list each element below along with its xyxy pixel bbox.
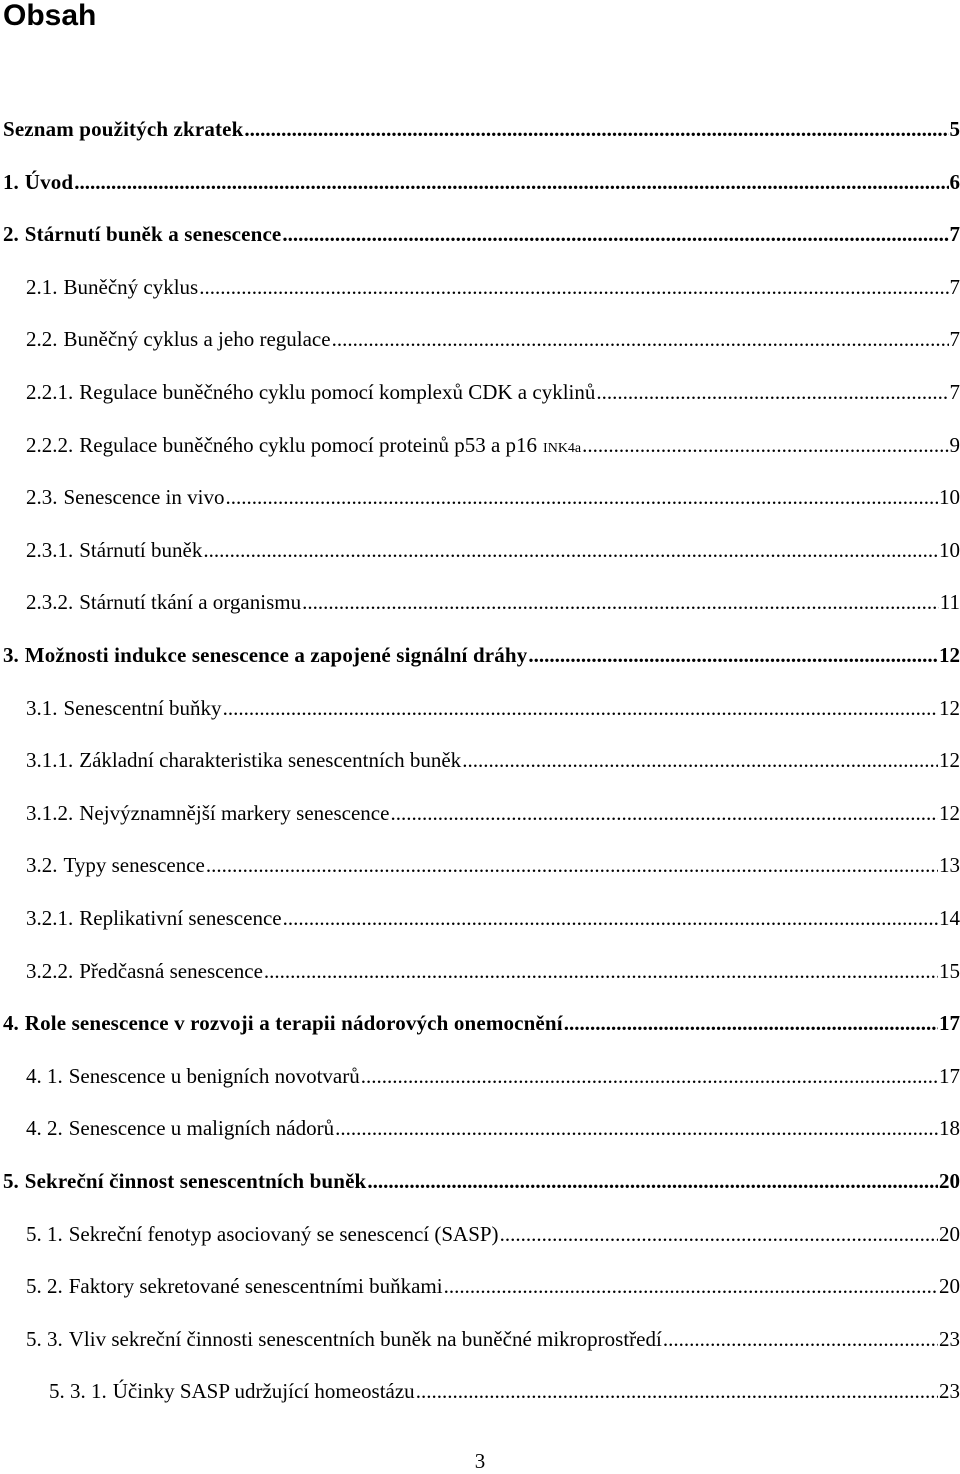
toc-entry[interactable] xyxy=(26,537,960,563)
toc-entry-page: 5 xyxy=(950,116,960,142)
toc-entry-label: Senescence u maligních nádorů xyxy=(69,1115,334,1141)
toc-dot-leader xyxy=(225,484,938,510)
toc-entry[interactable] xyxy=(3,642,960,668)
toc-entry-number: 4. 1. xyxy=(26,1063,63,1089)
toc-entry-label: Senescence in vivo xyxy=(64,484,225,510)
toc-entry-page: 23 xyxy=(939,1378,960,1404)
toc-entry[interactable] xyxy=(3,169,960,195)
toc-entry-page: 13 xyxy=(939,852,960,878)
toc-entry[interactable] xyxy=(26,432,960,458)
toc-entry-page: 14 xyxy=(939,905,960,931)
toc-dot-leader xyxy=(199,274,948,300)
toc-entry-page: 7 xyxy=(950,274,960,300)
toc-entry-label: Nejvýznamnější markery senescence xyxy=(79,800,389,826)
toc-entry[interactable] xyxy=(3,1168,960,1194)
toc-entry-label: Regulace buněčného cyklu pomocí proteinů p53 a p16 xyxy=(79,432,537,458)
toc-entry-number: 5. xyxy=(3,1168,19,1194)
toc-entry-label: Typy senescence xyxy=(64,852,205,878)
toc-dot-leader xyxy=(206,852,938,878)
toc-entry[interactable] xyxy=(26,958,960,984)
toc-entry-number: 5. 2. xyxy=(26,1273,63,1299)
toc-dot-leader xyxy=(223,695,938,721)
toc-entry-number: 2.3.1. xyxy=(26,537,73,563)
toc-entry-page: 12 xyxy=(939,800,960,826)
toc-entry-number: 3.2.1. xyxy=(26,905,73,931)
toc-dot-leader xyxy=(444,1273,938,1299)
toc-dot-leader xyxy=(302,589,939,615)
toc-entry[interactable] xyxy=(26,1115,960,1141)
toc-entry-number: 3. xyxy=(3,642,19,668)
toc-dot-leader xyxy=(335,1115,938,1141)
toc-entry-superscript: INK4a xyxy=(543,436,581,462)
toc-entry-number: 2. xyxy=(3,221,19,247)
toc-entry-label: Seznam použitých zkratek xyxy=(3,116,243,142)
toc-dot-leader xyxy=(282,221,948,247)
toc-entry-number: 2.3.2. xyxy=(26,589,73,615)
toc-entry-page: 9 xyxy=(950,432,960,458)
toc-entry[interactable] xyxy=(26,1273,960,1299)
toc-entry-label: Úvod xyxy=(25,169,73,195)
toc-entry-label: Základní charakteristika senescentních buněk xyxy=(79,747,461,773)
toc-entry-label: Vliv sekreční činnosti senescentních buněk na buněčné mikroprostředí xyxy=(69,1326,662,1352)
toc-entry-number: 5. 3. xyxy=(26,1326,63,1352)
toc-entry-page: 7 xyxy=(950,326,960,352)
toc-dot-leader xyxy=(528,642,938,668)
toc-entry-number: 2.2.2. xyxy=(26,432,73,458)
toc-entry-label: Role senescence v rozvoji a terapii nádorových onemocnění xyxy=(25,1010,563,1036)
toc-entry-label: Faktory sekretované senescentními buňkami xyxy=(69,1273,443,1299)
page-title: Obsah xyxy=(3,0,96,38)
toc-entry-page: 7 xyxy=(950,379,960,405)
toc-entry[interactable] xyxy=(49,1378,960,1404)
toc-entry[interactable] xyxy=(26,484,960,510)
toc-entry-label: Stárnutí tkání a organismu xyxy=(79,589,301,615)
toc-entry-label: Senescentní buňky xyxy=(64,695,222,721)
toc-entry[interactable] xyxy=(3,1010,960,1036)
toc-dot-leader xyxy=(462,747,938,773)
toc-entry[interactable] xyxy=(3,221,960,247)
toc-entry-page: 12 xyxy=(939,642,960,668)
toc-dot-leader xyxy=(244,116,948,142)
toc-dot-leader xyxy=(332,326,949,352)
toc-dot-leader xyxy=(500,1221,938,1247)
toc-dot-leader xyxy=(390,800,938,826)
toc-entry-page: 20 xyxy=(939,1273,960,1299)
toc-entry-number: 5. 1. xyxy=(26,1221,63,1247)
toc-entry-number: 3.1.2. xyxy=(26,800,73,826)
toc-entry-label: Senescence u benigních novotvarů xyxy=(69,1063,360,1089)
toc-entry-label: Možnosti indukce senescence a zapojené signální dráhy xyxy=(25,642,528,668)
toc-entry-page: 17 xyxy=(939,1010,960,1036)
toc-entry-label: Sekreční činnost senescentních buněk xyxy=(25,1168,367,1194)
toc-entry[interactable] xyxy=(26,1063,960,1089)
toc-entry-number: 2.2. xyxy=(26,326,58,352)
toc-entry-number: 4. xyxy=(3,1010,19,1036)
toc-entry-label: Předčasná senescence xyxy=(79,958,263,984)
toc-entry-page: 20 xyxy=(939,1168,960,1194)
toc-entry[interactable] xyxy=(26,1221,960,1247)
toc-entry[interactable] xyxy=(26,905,960,931)
toc-entry-page: 12 xyxy=(939,747,960,773)
toc-entry-page: 11 xyxy=(940,589,960,615)
toc-entry-number: 3.2. xyxy=(26,852,58,878)
toc-entry-page: 17 xyxy=(939,1063,960,1089)
toc-entry[interactable] xyxy=(26,747,960,773)
toc-entry-label: Buněčný cyklus xyxy=(64,274,199,300)
toc-dot-leader xyxy=(663,1326,938,1352)
toc-entry-label: Regulace buněčného cyklu pomocí komplexů CDK a cyklinů xyxy=(79,379,595,405)
toc-entry-page: 18 xyxy=(939,1115,960,1141)
toc-entry-number: 3.2.2. xyxy=(26,958,73,984)
toc-entry-number: 2.1. xyxy=(26,274,58,300)
toc-dot-leader xyxy=(416,1378,938,1404)
toc-entry-number: 2.3. xyxy=(26,484,58,510)
toc-entry-page: 7 xyxy=(950,221,960,247)
toc-entry[interactable] xyxy=(26,852,960,878)
toc-entry-page: 15 xyxy=(939,958,960,984)
toc-dot-leader xyxy=(264,958,938,984)
toc-entry-number: 3.1.1. xyxy=(26,747,73,773)
toc-entry-page: 6 xyxy=(950,169,960,195)
toc-dot-leader xyxy=(203,537,938,563)
toc-entry-number: 4. 2. xyxy=(26,1115,63,1141)
page-number: 3 xyxy=(0,1448,960,1474)
toc-entry[interactable] xyxy=(3,116,960,142)
toc-entry-number: 5. 3. 1. xyxy=(49,1378,107,1404)
toc-entry-label: Buněčný cyklus a jeho regulace xyxy=(64,326,331,352)
toc-entry[interactable] xyxy=(26,589,960,615)
toc-entry-label: Stárnutí buněk xyxy=(79,537,202,563)
toc-dot-leader xyxy=(367,1168,938,1194)
toc-entry-number: 3.1. xyxy=(26,695,58,721)
toc-entry-number: 2.2.1. xyxy=(26,379,73,405)
toc-entry[interactable] xyxy=(26,695,960,721)
toc-dot-leader xyxy=(564,1010,938,1036)
toc-entry-page: 10 xyxy=(939,537,960,563)
toc-dot-leader xyxy=(361,1063,938,1089)
toc-entry-page: 23 xyxy=(939,1326,960,1352)
toc-entry-label: Účinky SASP udržující homeostázu xyxy=(113,1378,415,1404)
toc-entry-page: 20 xyxy=(939,1221,960,1247)
toc-entry-label: Sekreční fenotyp asociovaný se senescencí (SASP) xyxy=(69,1221,499,1247)
toc-entry-label: Stárnutí buněk a senescence xyxy=(25,221,282,247)
toc-entry-number: 1. xyxy=(3,169,19,195)
toc-entry[interactable] xyxy=(26,1326,960,1352)
toc-entry-label: Replikativní senescence xyxy=(79,905,281,931)
toc-entry[interactable] xyxy=(26,800,960,826)
toc-dot-leader xyxy=(596,379,948,405)
toc-entry[interactable] xyxy=(26,326,960,352)
toc-dot-leader xyxy=(283,905,938,931)
toc-entry-page: 12 xyxy=(939,695,960,721)
toc-dot-leader xyxy=(582,432,948,458)
toc-entry[interactable] xyxy=(26,274,960,300)
toc-entry-page: 10 xyxy=(939,484,960,510)
toc-entry[interactable] xyxy=(26,379,960,405)
toc-dot-leader xyxy=(74,169,948,195)
